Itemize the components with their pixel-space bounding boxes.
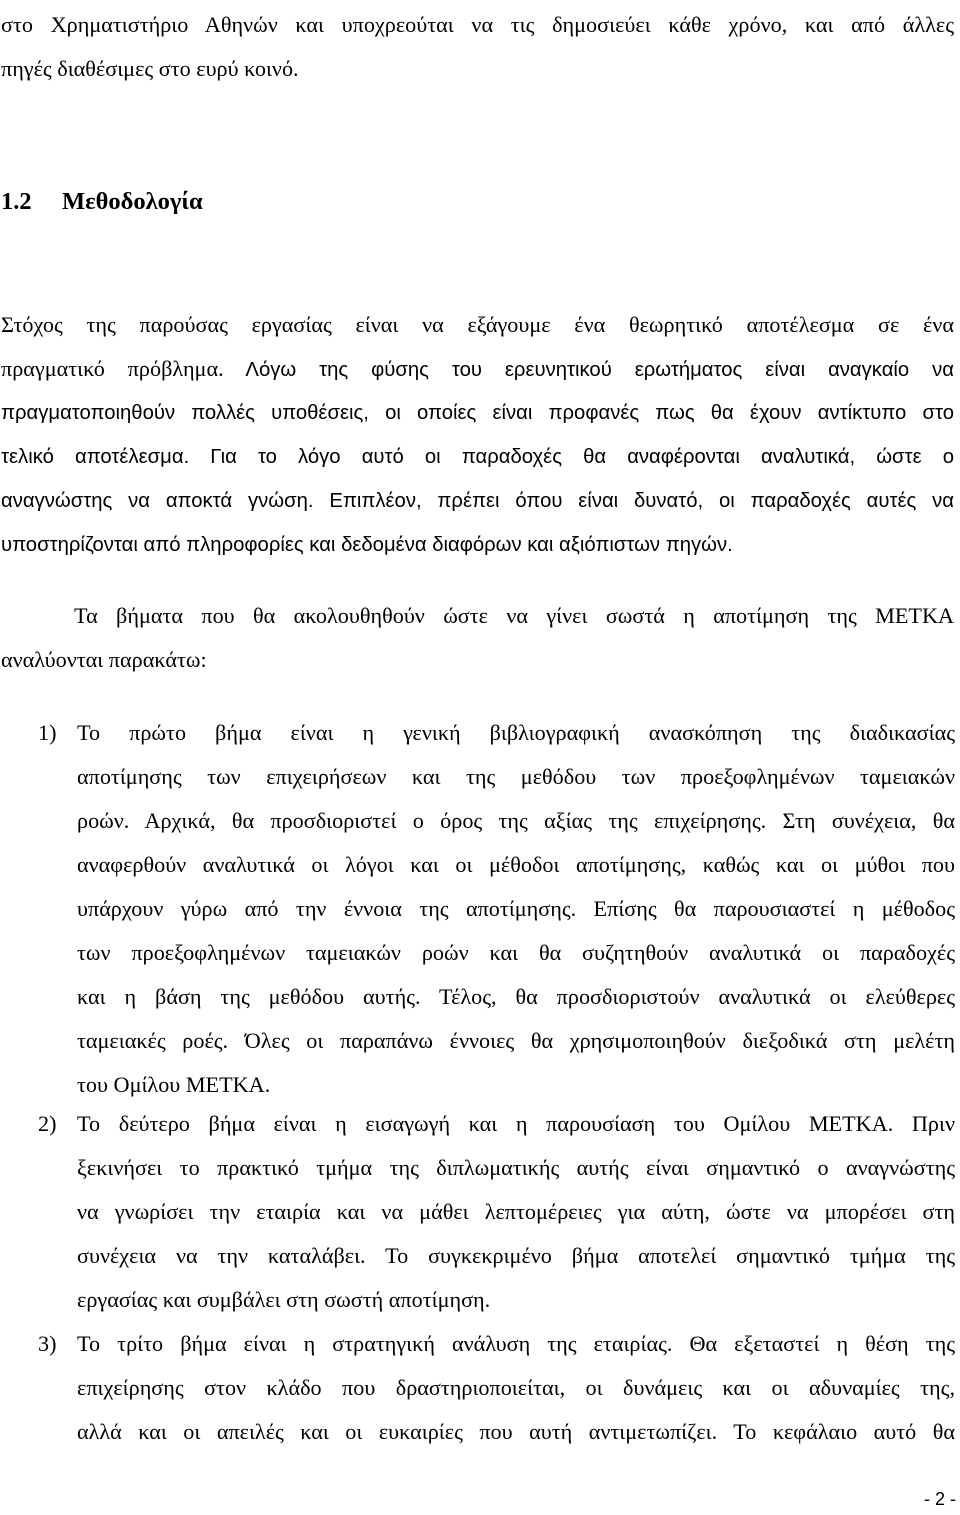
section-heading [1, 180, 203, 224]
list-marker: 2) [38, 1111, 57, 1136]
paragraph-line: αναγνώστης να αποκτά γνώση. Επιπλέον, πρέπει όπου είναι δυνατό, οι παραδοχές αυτές να [1, 490, 954, 512]
list-item-body [77, 711, 955, 1107]
list-line: αλλά και οι απειλές και οι ευκαιρίες που αυτή αντιμετωπίζει. Το κεφάλαιο αυτό θα [77, 1419, 955, 1444]
paragraph-line: υποστηρίζονται από πληροφορίες και δεδομένα διαφόρων και αξιόπιστων πηγών. [1, 534, 733, 556]
intro-line: στο Χρηματιστήριο Αθηνών και υποχρεούται να τις δημοσιεύει κάθε χρόνο, και από άλλες [1, 12, 954, 37]
section-number: 1.2 [1, 188, 32, 215]
paragraph-line: Τα βήματα που θα ακολουθηθούν ώστε να γίνει σωστά η αποτίμηση της ΜΕΤΚΑ [1, 603, 954, 628]
page-number: - 2 - [923, 1489, 956, 1509]
paragraph-fragment: πραγματικό πρόβλημα. [1, 356, 224, 381]
paragraph-line: τελικό αποτέλεσμα. Για το λόγο αυτό οι παραδοχές θα αναφέρονται αναλυτικά, ώστε ο [1, 446, 954, 468]
list-line: Το τρίτο βήμα είναι η στρατηγική ανάλυση της εταιρίας. Θα εξεταστεί η θέση της [77, 1331, 955, 1356]
list-item-body [77, 1102, 955, 1322]
list-marker: 3) [38, 1331, 57, 1356]
intro-line: πηγές διαθέσιμες στο ευρύ κοινό. [1, 56, 299, 81]
list-line: Το δεύτερο βήμα είναι η εισαγωγή και η παρουσίαση του Ομίλου ΜΕΤΚΑ. Πριν [77, 1111, 955, 1136]
paragraph-line: Στόχος της παρούσας εργασίας είναι να εξάγουμε ένα θεωρητικό αποτέλεσμα σε ένα [1, 312, 954, 337]
list-line: αναφερθούν αναλυτικά οι λόγοι και οι μέθοδοι αποτίμησης, καθώς και οι μύθοι που [77, 852, 955, 877]
methodology-paragraph [1, 303, 954, 567]
paragraph-fragment: Λόγω της φύσης του ερευνητικού ερωτήματος είναι αναγκαίο να [223, 359, 954, 381]
paragraph-line: πραγματοποιηθούν πολλές υποθέσεις, οι οποίες είναι προφανές πως θα έχουν αντίκτυπο στο [1, 402, 954, 424]
list-line: εργασίας και συμβάλει στη σωστή αποτίμηση. [77, 1287, 491, 1312]
section-title: Μεθοδολογία [62, 188, 203, 215]
list-line: επιχείρησης στον κλάδο που δραστηριοποιείται, οι δυνάμεις και οι αδυναμίες της, [77, 1375, 955, 1400]
steps-intro-paragraph [1, 594, 954, 682]
paragraph-line: αναλύονται παρακάτω: [1, 647, 207, 672]
list-line: ξεκινήσει το πρακτικό τμήμα της διπλωματικής αυτής είναι σημαντικό ο αναγνώστης [77, 1155, 955, 1180]
list-line: ταμειακές ροές. Όλες οι παραπάνω έννοιες θα χρησιμοποιηθούν διεξοδικά στη μελέτη [77, 1028, 955, 1053]
list-marker: 1) [38, 720, 57, 745]
list-line: συνέχεια να την καταλάβει. Το συγκεκριμένο βήμα αποτελεί σημαντικό τμήμα της [77, 1243, 955, 1268]
list-line: υπάρχουν γύρω από την έννοια της αποτίμησης. Επίσης θα παρουσιαστεί η μέθοδος [77, 896, 955, 921]
list-item-body [77, 1322, 955, 1454]
list-line: αποτίμησης των επιχειρήσεων και της μεθόδου των προεξοφλημένων ταμειακών [77, 764, 955, 789]
list-line: να γνωρίσει την εταιρία και να μάθει λεπτομέρειες για αύτη, ώστε να μπορέσει στη [77, 1199, 955, 1224]
intro-paragraph [1, 3, 954, 91]
list-line: των προεξοφλημένων ταμειακών ροών και θα συζητηθούν αναλυτικά οι παραδοχές [77, 940, 955, 965]
list-line: του Ομίλου ΜΕΤΚΑ. [77, 1072, 271, 1097]
list-line: ροών. Αρχικά, θα προσδιοριστεί ο όρος της αξίας της επιχείρησης. Στη συνέχεια, θα [77, 808, 955, 833]
list-line: και η βάση της μεθόδου αυτής. Τέλος, θα προσδιοριστούν αναλυτικά οι ελεύθερες [77, 984, 955, 1009]
paragraph-line [1, 347, 954, 391]
list-line: Το πρώτο βήμα είναι η γενική βιβλιογραφική ανασκόπηση της διαδικασίας [77, 720, 955, 745]
